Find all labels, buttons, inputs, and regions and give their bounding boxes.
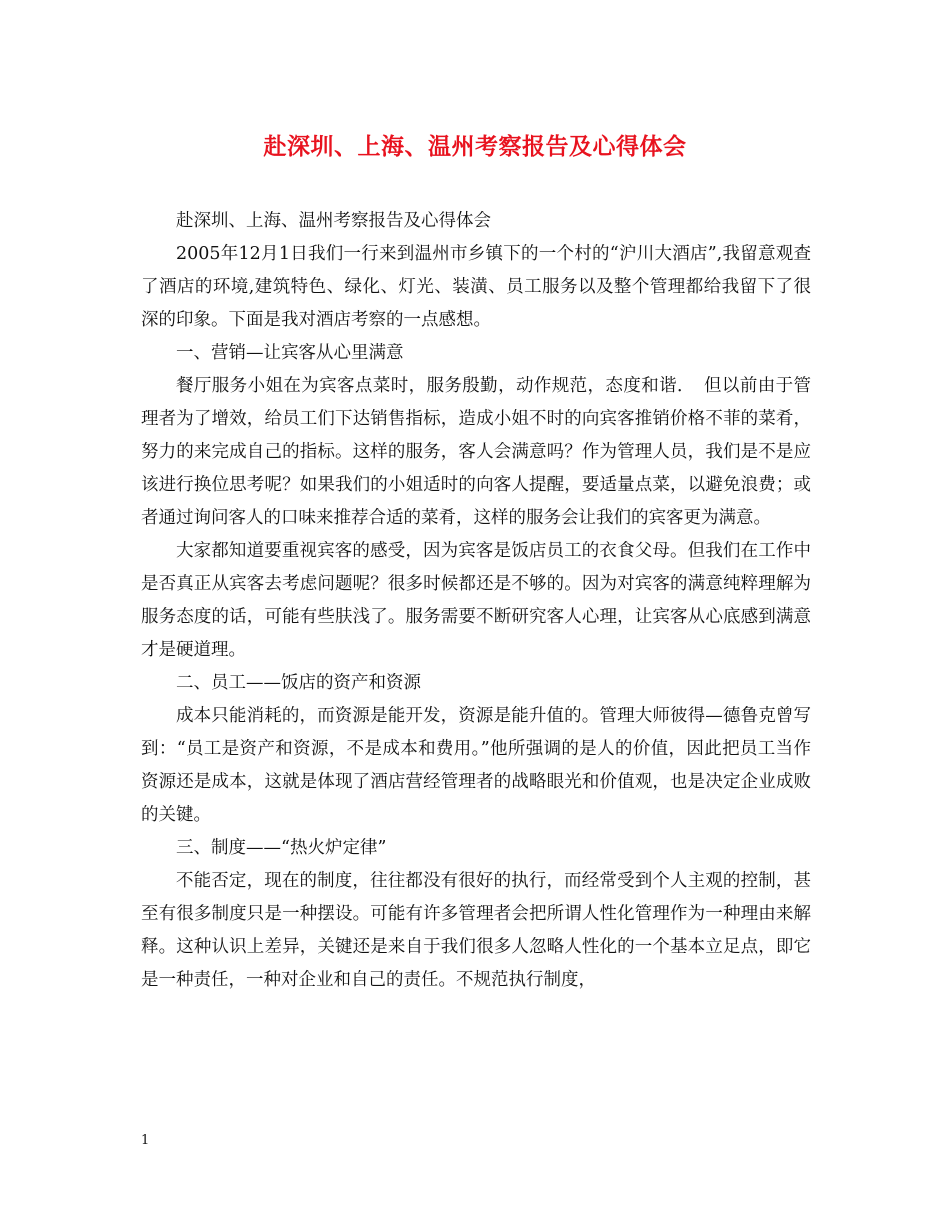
paragraph-staff: 成本只能消耗的，而资源是能开发，资源是能升值的。管理大师彼得—德鲁克曾写到：“员工是资产和资源，不是成本和费用。”他所强调的是人的价值，因此把员工当作资源还是成本，这就是体现了酒店营经管理者的战略眼光和价值观，也是决定企业成败的关键。 bbox=[141, 706, 811, 825]
paragraph-marketing-1: 餐厅服务小姐在为宾客点菜时，服务殷勤，动作规范，态度和谐． 但以前由于管理者为了增效，给员工们下达销售指标，造成小姐不时的向宾客推销价格不菲的菜肴，努力的来完成自己的指标。这样的服务，客人会满意吗？作为管理人员，我们是不是应该进行换位思考呢？如果我们的小姐适时的向客人提醒，要适量点菜，以避免浪费；或者通过询问客人的口味来推荐合适的菜肴，这样的服务会让我们的宾客更为满意。 bbox=[141, 376, 811, 528]
section-heading-rules: 三、制度——“热火炉定律” bbox=[176, 838, 387, 858]
document-title: 赴深圳、上海、温州考察报告及心得体会 bbox=[263, 133, 687, 160]
section-heading-staff: 二、员工——饭店的资产和资源 bbox=[176, 673, 421, 693]
paragraph-marketing-2: 大家都知道要重视宾客的感受，因为宾客是饭店员工的衣食父母。但我们在工作中是否真正从宾客去考虑问题呢？很多时候都还是不够的。因为对宾客的满意纯粹理解为服务态度的话，可能有些肤浅了。服务需要不断研究客人心理，让宾客从心底感到满意才是硬道理。 bbox=[141, 541, 811, 660]
paragraph-intro: 2005年12月1日我们一行来到温州市乡镇下的一个村的“沪川大酒店”,我留意观查了酒店的环境,建筑特色、绿化、灯光、装潢、员工服务以及整个管理都给我留下了很深的印象。下面是我对酒店考察的一点感想。 bbox=[141, 244, 811, 330]
page-number: 1 bbox=[141, 1133, 150, 1148]
paragraph-rules: 不能否定，现在的制度，往往都没有很好的执行，而经常受到个人主观的控制，甚至有很多制度只是一种摆设。可能有许多管理者会把所谓人性化管理作为一种理由来解释。这种认识上差异，关键还是来自于我们很多人忽略人性化的一个基本立足点，即它是一种责任，一种对企业和自己的责任。不规范执行制度， bbox=[141, 871, 811, 990]
document-body bbox=[141, 205, 811, 997]
paragraph-subtitle: 赴深圳、上海、温州考察报告及心得体会 bbox=[176, 211, 491, 231]
section-heading-marketing: 一、营销—让宾客从心里满意 bbox=[176, 343, 404, 363]
